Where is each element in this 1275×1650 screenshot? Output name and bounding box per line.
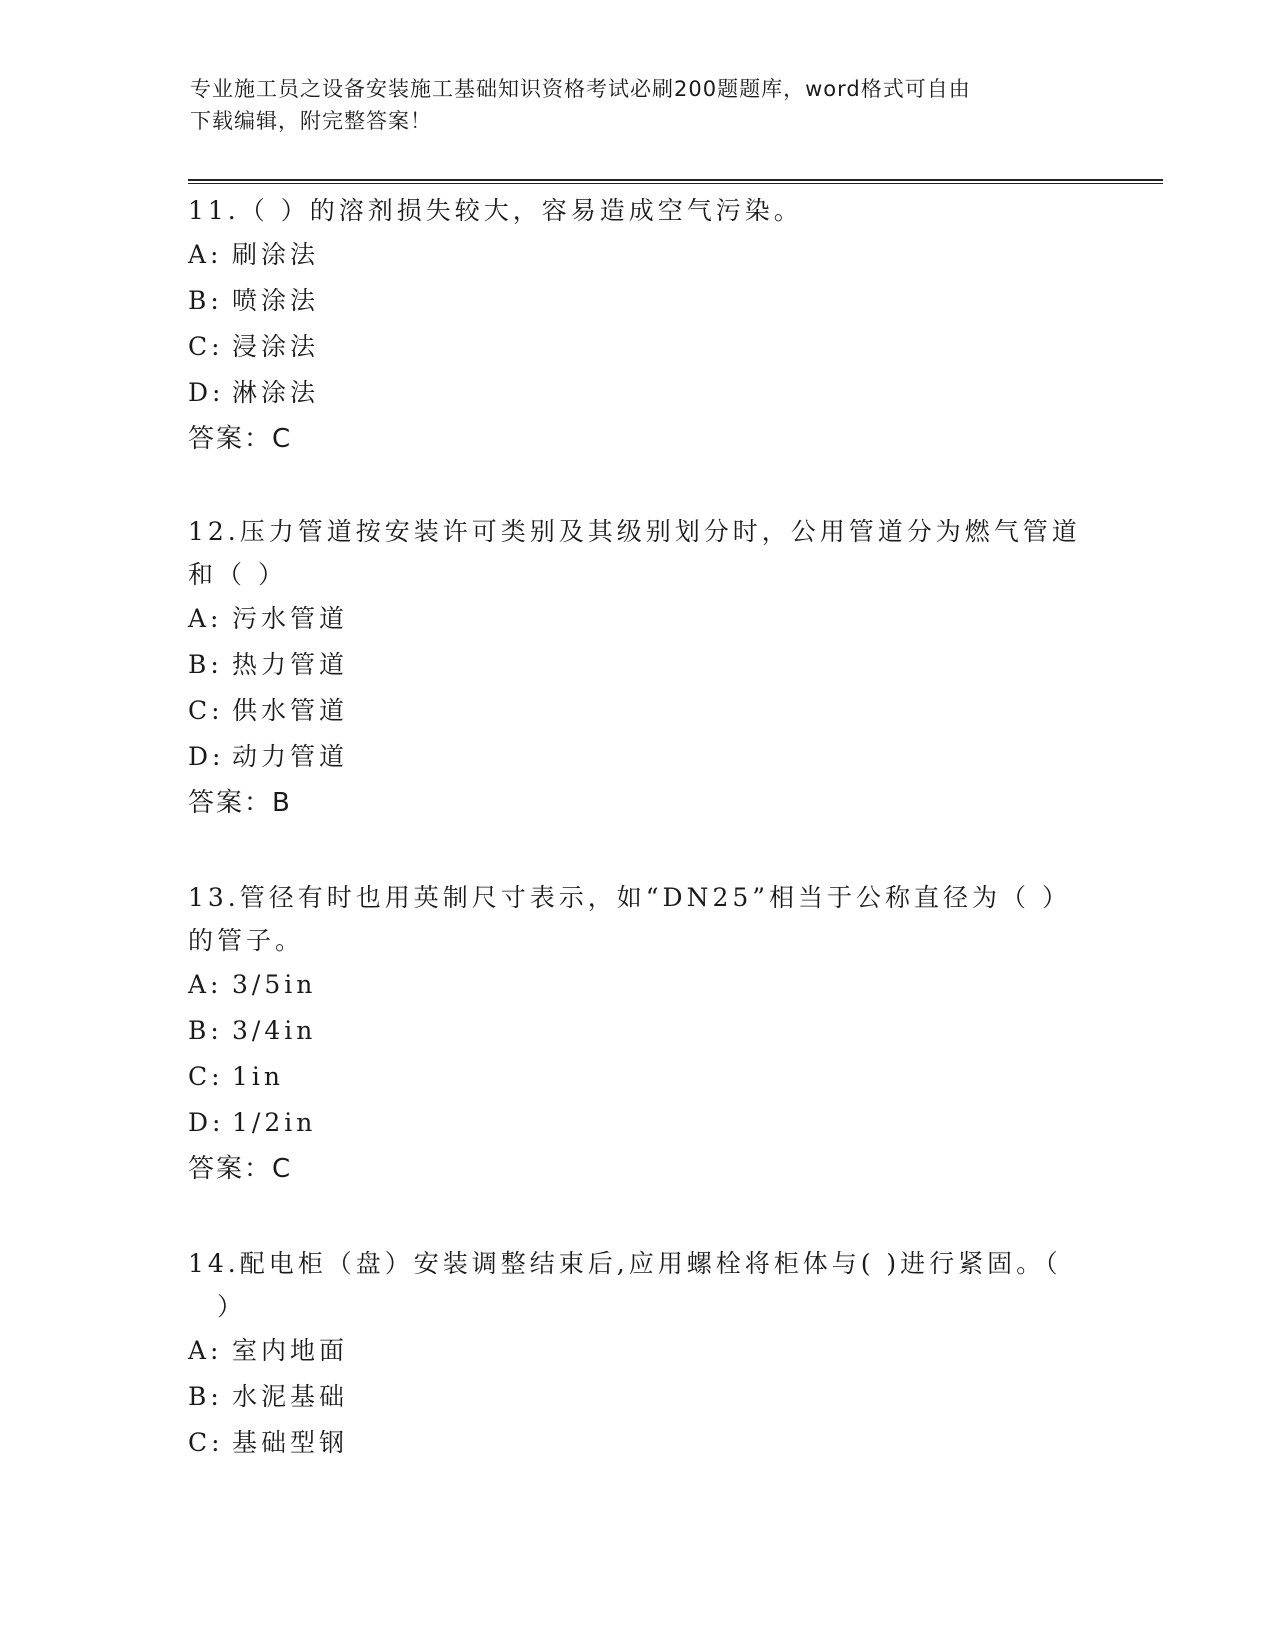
option-label: D: [188,742,225,771]
option-text: 1in [232,1062,285,1091]
question-14 [188,1242,1088,1466]
answer-line: 答案：B [188,788,292,818]
option-b [188,278,1088,324]
question-stem-line-1: 13.管径有时也用英制尺寸表示，如“DN25”相当于公称直径为（ ） [188,883,1071,912]
option-b [188,1008,1088,1054]
option-text: 热力管道 [232,650,349,679]
option-b [188,642,1088,688]
option-label: A: [188,240,223,269]
option-label: B: [188,286,223,315]
question-13 [188,876,1088,1192]
option-text: 喷涂法 [232,286,320,315]
option-text: 基础型钢 [232,1428,349,1457]
question-stem-line-1: 12.压力管道按安装许可类别及其级别划分时，公用管道分为燃气管道 [188,517,1081,546]
question-stem-line-2: 的管子。 [188,926,305,955]
option-d [188,734,1088,780]
option-label: C: [188,696,224,725]
option-label: C: [188,332,224,361]
header-line-1: 专业施工员之设备安装施工基础知识资格考试必刷200题题库，word格式可自由 [190,77,971,101]
option-label: C: [188,1428,224,1457]
question-stem-line-1: 14.配电柜（盘）安装调整结束后,应用螺栓将柜体与( )进行紧固。（ [188,1249,1062,1278]
option-a [188,1328,1088,1374]
answer-line: 答案：C [188,1154,293,1184]
question-stem-line-2: 和（ ） [188,560,287,589]
option-label: B: [188,650,223,679]
answer-line: 答案：C [188,424,293,454]
option-label: A: [188,1336,223,1365]
option-text: 水泥基础 [232,1382,349,1411]
option-text: 室内地面 [232,1336,349,1365]
option-text: 淋涂法 [232,378,320,407]
option-text: 刷涂法 [232,240,320,269]
option-c [188,1054,1088,1100]
header-divider-thin [188,183,1163,184]
option-d [188,370,1088,416]
question-stem-line-2: ） [188,1292,247,1321]
option-c [188,1420,1088,1466]
option-label: D: [188,1108,225,1137]
option-label: C: [188,1062,224,1091]
option-text: 3/5in [232,970,317,999]
option-d [188,1100,1088,1146]
option-c [188,324,1088,370]
option-text: 1/2in [232,1108,317,1137]
option-label: D: [188,378,225,407]
question-stem: 11.（ ）的溶剂损失较大，容易造成空气污染。 [188,196,803,225]
option-text: 浸涂法 [232,332,320,361]
option-b [188,1374,1088,1420]
header-divider-thick [188,179,1163,181]
option-label: B: [188,1016,223,1045]
option-label: A: [188,604,223,633]
question-12 [188,510,1088,826]
option-c [188,688,1088,734]
option-text: 动力管道 [232,742,349,771]
option-text: 供水管道 [232,696,349,725]
option-label: B: [188,1382,223,1411]
option-text: 污水管道 [232,604,349,633]
document-header [190,73,1090,137]
option-label: A: [188,970,223,999]
option-text: 3/4in [232,1016,317,1045]
option-a [188,232,1088,278]
question-11 [188,189,1088,462]
option-a [188,962,1088,1008]
option-a [188,596,1088,642]
header-line-2: 下载编辑，附完整答案！ [190,109,432,133]
